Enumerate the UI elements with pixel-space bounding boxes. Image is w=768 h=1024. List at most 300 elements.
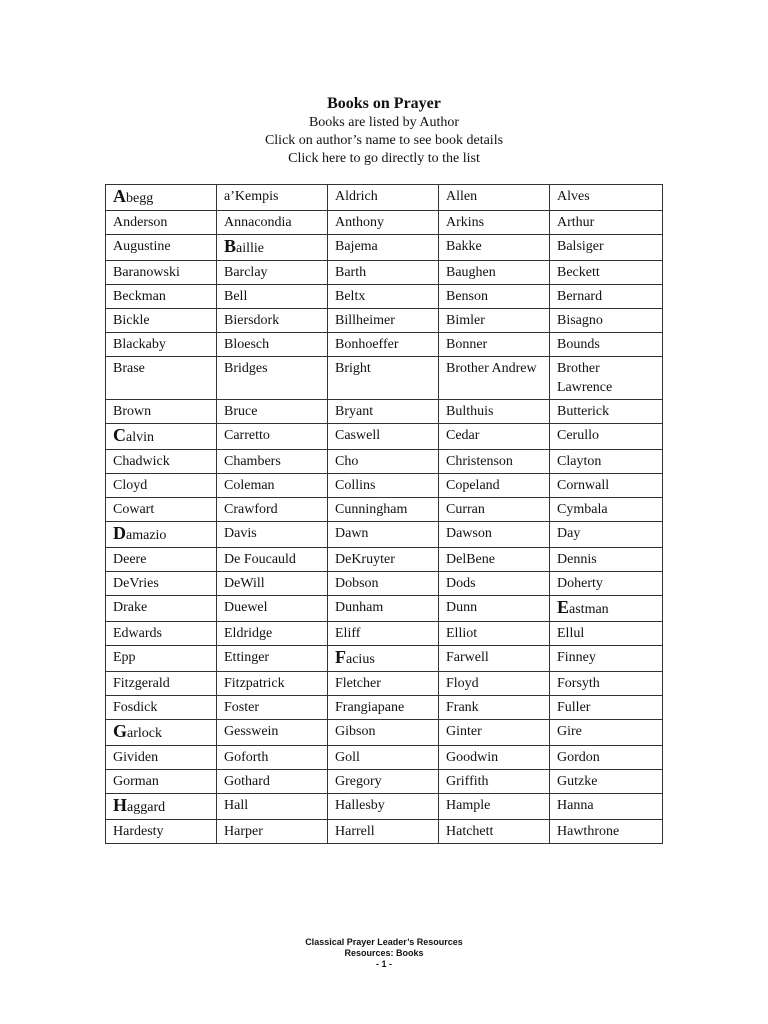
page-header	[0, 94, 768, 168]
author-link[interactable]: Anthony	[335, 215, 384, 230]
table-row	[106, 646, 663, 672]
author-cell	[106, 261, 217, 285]
author-cell	[328, 235, 439, 261]
author-link[interactable]: Bell	[224, 289, 248, 304]
author-cell	[550, 474, 663, 498]
author-link[interactable]: Aldrich	[335, 189, 378, 204]
author-table-body	[106, 185, 663, 844]
author-cell	[217, 720, 328, 746]
author-link[interactable]: Bernard	[557, 289, 603, 304]
author-cell	[439, 235, 550, 261]
author-cell	[328, 309, 439, 333]
author-cell	[106, 211, 217, 235]
author-link[interactable]: Brown	[113, 404, 152, 419]
page-footer	[0, 937, 768, 970]
author-link[interactable]: Goodwin	[446, 750, 499, 765]
author-link[interactable]: Bounds	[557, 337, 600, 352]
table-row	[106, 498, 663, 522]
author-link[interactable]: Bakke	[446, 239, 482, 254]
table-row	[106, 548, 663, 572]
author-link[interactable]: Bright	[335, 361, 371, 376]
author-link[interactable]: Dobson	[335, 576, 379, 591]
author-link[interactable]: Gordon	[557, 750, 600, 765]
author-link[interactable]: Dawson	[446, 526, 492, 541]
author-link[interactable]: Arthur	[557, 215, 595, 230]
author-link[interactable]: Foster	[224, 700, 259, 715]
author-link[interactable]: Gutzke	[557, 774, 598, 789]
author-cell	[328, 498, 439, 522]
author-link[interactable]: Farwell	[446, 650, 489, 665]
author-cell	[328, 696, 439, 720]
letter-initial: B	[224, 236, 237, 256]
author-link[interactable]: Bloesch	[224, 337, 270, 352]
author-cell	[550, 357, 663, 400]
author-link[interactable]	[113, 186, 154, 206]
author-link[interactable]: Curran	[446, 502, 485, 517]
author-link[interactable]: Cymbala	[557, 502, 608, 517]
author-cell	[439, 720, 550, 746]
author-cell	[328, 548, 439, 572]
author-link[interactable]: Carretto	[224, 428, 270, 443]
author-cell	[217, 646, 328, 672]
author-cell	[328, 211, 439, 235]
author-link[interactable]: Butterick	[557, 404, 610, 419]
author-link[interactable]: Gibson	[335, 724, 376, 739]
author-cell	[439, 450, 550, 474]
author-link[interactable]: Beckett	[557, 265, 600, 280]
table-row	[106, 474, 663, 498]
author-link[interactable]: De Foucauld	[224, 552, 296, 567]
author-cell	[439, 572, 550, 596]
author-cell	[106, 285, 217, 309]
author-cell	[550, 333, 663, 357]
footer-section: Resources: Books	[344, 948, 424, 958]
author-cell	[217, 235, 328, 261]
author-link[interactable]: Caswell	[335, 428, 381, 443]
author-link[interactable]: Hatchett	[446, 824, 494, 839]
author-name-rest: alvin	[126, 430, 154, 445]
author-cell	[217, 285, 328, 309]
author-name-rest: arlock	[127, 726, 162, 741]
letter-initial: H	[113, 795, 128, 815]
author-link[interactable]: Brother Lawrence	[557, 361, 613, 395]
author-link[interactable]: Bridges	[224, 361, 268, 376]
author-link[interactable]: Baranowski	[113, 265, 180, 280]
author-link[interactable]: Benson	[446, 289, 488, 304]
table-row	[106, 333, 663, 357]
author-cell	[550, 309, 663, 333]
author-link[interactable]: Hall	[224, 798, 249, 813]
author-cell	[328, 474, 439, 498]
author-cell	[217, 770, 328, 794]
author-link[interactable]: Ellul	[557, 626, 585, 641]
author-cell	[439, 424, 550, 450]
author-cell	[217, 309, 328, 333]
author-cell	[550, 622, 663, 646]
author-link[interactable]: Clayton	[557, 454, 602, 469]
author-link[interactable]: Fuller	[557, 700, 591, 715]
author-link[interactable]: DeKruyter	[335, 552, 395, 567]
author-cell	[106, 333, 217, 357]
author-link[interactable]: Bulthuis	[446, 404, 494, 419]
author-cell	[550, 548, 663, 572]
author-link[interactable]: Barclay	[224, 265, 268, 280]
author-cell	[217, 474, 328, 498]
author-link[interactable]	[113, 795, 166, 815]
author-link[interactable]: Dunham	[335, 600, 384, 615]
author-link[interactable]	[224, 236, 265, 256]
author-link[interactable]: Crawford	[224, 502, 278, 517]
author-link[interactable]: Epp	[113, 650, 136, 665]
author-cell	[328, 672, 439, 696]
author-cell	[550, 522, 663, 548]
author-link[interactable]: Frangiapane	[335, 700, 405, 715]
author-name-rest: acius	[346, 652, 375, 667]
author-cell	[217, 794, 328, 820]
letter-initial: G	[113, 721, 128, 741]
author-link[interactable]: Forsyth	[557, 676, 600, 691]
author-link[interactable]	[113, 523, 167, 543]
author-link[interactable]: Biersdork	[224, 313, 280, 328]
author-link[interactable]: Hample	[446, 798, 491, 813]
author-link[interactable]: Anderson	[113, 215, 168, 230]
author-cell	[106, 357, 217, 400]
author-cell	[550, 746, 663, 770]
author-cell	[439, 211, 550, 235]
author-cell	[217, 357, 328, 400]
author-cell	[550, 720, 663, 746]
author-link[interactable]: Dunn	[446, 600, 478, 615]
author-link[interactable]: Doherty	[557, 576, 603, 591]
table-row	[106, 450, 663, 474]
table-row	[106, 572, 663, 596]
page-number: - 1 -	[375, 959, 392, 969]
author-link[interactable]: Gividen	[113, 750, 159, 765]
author-cell	[217, 746, 328, 770]
author-cell	[328, 400, 439, 424]
author-cell	[550, 498, 663, 522]
author-link[interactable]: Beckman	[113, 289, 166, 304]
author-link[interactable]: Griffith	[446, 774, 489, 789]
author-link[interactable]: a’Kempis	[224, 189, 279, 204]
author-link[interactable]: Brase	[113, 361, 145, 376]
author-link[interactable]: Copeland	[446, 478, 500, 493]
author-link[interactable]: Gothard	[224, 774, 270, 789]
author-cell	[550, 672, 663, 696]
author-cell	[328, 450, 439, 474]
author-cell	[106, 770, 217, 794]
author-link[interactable]: Dennis	[557, 552, 597, 567]
author-link[interactable]: Fitzpatrick	[224, 676, 285, 691]
author-cell	[328, 820, 439, 844]
author-cell	[217, 820, 328, 844]
author-cell	[439, 285, 550, 309]
author-link[interactable]: Duewel	[224, 600, 268, 615]
author-cell	[217, 548, 328, 572]
author-link[interactable]: Hardesty	[113, 824, 164, 839]
author-link[interactable]: Chadwick	[113, 454, 170, 469]
author-link[interactable]: Cho	[335, 454, 359, 469]
footer-resource-title: Classical Prayer Leader’s Resources	[305, 937, 463, 947]
author-link[interactable]	[557, 597, 609, 617]
author-cell	[550, 211, 663, 235]
author-cell	[550, 261, 663, 285]
page-title: Books on Prayer	[327, 95, 441, 112]
author-link[interactable]: Cunningham	[335, 502, 408, 517]
author-link[interactable]	[335, 647, 375, 667]
author-cell	[217, 596, 328, 622]
author-link[interactable]: Gire	[557, 724, 582, 739]
author-link[interactable]: Harrell	[335, 824, 375, 839]
author-link[interactable]: Annacondia	[224, 215, 292, 230]
author-cell	[439, 522, 550, 548]
table-row	[106, 309, 663, 333]
author-cell	[217, 498, 328, 522]
author-cell	[550, 572, 663, 596]
author-cell	[106, 672, 217, 696]
author-link[interactable]: Ginter	[446, 724, 482, 739]
author-link[interactable]: DelBene	[446, 552, 495, 567]
author-cell	[328, 794, 439, 820]
letter-initial: C	[113, 425, 126, 445]
table-row	[106, 622, 663, 646]
instruction-click-author: Click on author’s name to see book details	[264, 133, 504, 148]
author-cell	[550, 596, 663, 622]
author-cell	[106, 498, 217, 522]
author-cell	[106, 474, 217, 498]
table-row	[106, 357, 663, 400]
author-link[interactable]: Collins	[335, 478, 376, 493]
author-link[interactable]: Allen	[446, 189, 478, 204]
author-cell	[328, 646, 439, 672]
author-name-rest: aggard	[127, 800, 166, 815]
author-link[interactable]: Coleman	[224, 478, 275, 493]
author-table	[105, 184, 663, 844]
author-cell	[106, 185, 217, 211]
author-cell	[217, 450, 328, 474]
author-link[interactable]: Bisagno	[557, 313, 603, 328]
author-link[interactable]: Fitzgerald	[113, 676, 170, 691]
author-cell	[106, 400, 217, 424]
author-cell	[550, 235, 663, 261]
author-link[interactable]: Dawn	[335, 526, 369, 541]
author-link[interactable]: Bonhoeffer	[335, 337, 399, 352]
author-cell	[106, 720, 217, 746]
table-row	[106, 720, 663, 746]
author-cell	[106, 820, 217, 844]
table-row	[106, 672, 663, 696]
author-link[interactable]: Bryant	[335, 404, 374, 419]
author-cell	[439, 357, 550, 400]
table-row	[106, 235, 663, 261]
author-cell	[439, 794, 550, 820]
author-link[interactable]: Bimler	[446, 313, 485, 328]
author-cell	[106, 746, 217, 770]
author-cell	[328, 596, 439, 622]
author-cell	[328, 424, 439, 450]
author-cell	[106, 309, 217, 333]
letter-initial: D	[113, 523, 126, 543]
author-link[interactable]: Cerullo	[557, 428, 599, 443]
author-cell	[439, 696, 550, 720]
table-row	[106, 261, 663, 285]
author-cell	[217, 522, 328, 548]
author-cell	[328, 285, 439, 309]
author-cell	[550, 185, 663, 211]
author-cell	[328, 333, 439, 357]
author-cell	[217, 400, 328, 424]
author-cell	[439, 548, 550, 572]
author-link[interactable]: Harper	[224, 824, 263, 839]
author-cell	[439, 820, 550, 844]
author-link[interactable]: Bonner	[446, 337, 488, 352]
author-name-rest: amazio	[126, 528, 167, 543]
author-link[interactable]: Bruce	[224, 404, 258, 419]
author-link[interactable]: Billheimer	[335, 313, 395, 328]
author-link[interactable]: Cowart	[113, 502, 155, 517]
author-cell	[328, 720, 439, 746]
author-link[interactable]: Alves	[557, 189, 590, 204]
author-cell	[217, 622, 328, 646]
author-link[interactable]: Gesswein	[224, 724, 279, 739]
author-cell	[328, 746, 439, 770]
table-row	[106, 424, 663, 450]
author-link[interactable]: Brother Andrew	[446, 361, 537, 376]
author-link[interactable]: Eldridge	[224, 626, 273, 641]
author-link[interactable]: Gorman	[113, 774, 159, 789]
author-cell	[106, 696, 217, 720]
author-cell	[439, 672, 550, 696]
author-cell	[550, 794, 663, 820]
author-link[interactable]: Frank	[446, 700, 479, 715]
author-link[interactable]: Hallesby	[335, 798, 385, 813]
author-link[interactable]: Bajema	[335, 239, 378, 254]
author-cell	[439, 400, 550, 424]
author-link[interactable]	[113, 425, 154, 445]
author-cell	[106, 522, 217, 548]
author-cell	[217, 333, 328, 357]
table-row	[106, 596, 663, 622]
author-cell	[439, 622, 550, 646]
author-name-rest: astman	[569, 602, 609, 617]
author-link[interactable]: Chambers	[224, 454, 281, 469]
author-cell	[439, 498, 550, 522]
author-link[interactable]: Cornwall	[557, 478, 610, 493]
author-cell	[106, 450, 217, 474]
author-link[interactable]: Deere	[113, 552, 147, 567]
author-cell	[439, 474, 550, 498]
table-row	[106, 696, 663, 720]
author-link[interactable]: Augustine	[113, 239, 171, 254]
author-cell	[439, 333, 550, 357]
author-link[interactable]: Drake	[113, 600, 148, 615]
author-cell	[550, 696, 663, 720]
author-link[interactable]: Balsiger	[557, 239, 604, 254]
author-link[interactable]: Barth	[335, 265, 367, 280]
author-cell	[550, 285, 663, 309]
author-cell	[106, 548, 217, 572]
author-cell	[328, 185, 439, 211]
author-link[interactable]: Cloyd	[113, 478, 148, 493]
letter-initial: A	[113, 186, 126, 206]
author-cell	[550, 450, 663, 474]
author-link[interactable]: Edwards	[113, 626, 162, 641]
author-link[interactable]: Goforth	[224, 750, 269, 765]
author-cell	[106, 794, 217, 820]
author-cell	[550, 400, 663, 424]
table-row	[106, 770, 663, 794]
go-to-list-link[interactable]: Click here to go directly to the list	[288, 151, 480, 166]
author-link[interactable]: Beltx	[335, 289, 366, 304]
author-cell	[439, 185, 550, 211]
author-cell	[217, 211, 328, 235]
author-link[interactable]: Fosdick	[113, 700, 158, 715]
author-cell	[217, 424, 328, 450]
author-cell	[550, 646, 663, 672]
author-link[interactable]: Arkins	[446, 215, 485, 230]
author-cell	[550, 770, 663, 794]
author-link[interactable]: DeWill	[224, 576, 265, 591]
author-cell	[106, 424, 217, 450]
author-link[interactable]: Davis	[224, 526, 257, 541]
author-link[interactable]: Ettinger	[224, 650, 270, 665]
subtitle-listed-by-author: Books are listed by Author	[308, 115, 460, 130]
author-cell	[106, 572, 217, 596]
author-link[interactable]: Baughen	[446, 265, 496, 280]
author-cell	[328, 622, 439, 646]
table-row	[106, 820, 663, 844]
author-link[interactable]: Eliff	[335, 626, 361, 641]
author-cell	[439, 770, 550, 794]
author-cell	[328, 357, 439, 400]
author-link[interactable]: Hawthrone	[557, 824, 620, 839]
author-link[interactable]: Elliot	[446, 626, 478, 641]
author-cell	[439, 261, 550, 285]
author-cell	[328, 572, 439, 596]
table-row	[106, 746, 663, 770]
table-row	[106, 522, 663, 548]
author-cell	[550, 424, 663, 450]
author-link[interactable]: Fletcher	[335, 676, 381, 691]
author-link[interactable]: Floyd	[446, 676, 479, 691]
author-link[interactable]	[113, 721, 162, 741]
table-row	[106, 794, 663, 820]
author-cell	[106, 235, 217, 261]
author-cell	[217, 185, 328, 211]
author-cell	[328, 522, 439, 548]
author-link[interactable]: Gregory	[335, 774, 382, 789]
author-cell	[217, 261, 328, 285]
author-link[interactable]: DeVries	[113, 576, 159, 591]
author-link[interactable]: Day	[557, 526, 581, 541]
author-cell	[328, 261, 439, 285]
table-row	[106, 185, 663, 211]
author-link[interactable]: Goll	[335, 750, 360, 765]
author-cell	[106, 622, 217, 646]
author-name-rest: aillie	[236, 241, 265, 256]
author-link[interactable]: Cedar	[446, 428, 480, 443]
author-cell	[550, 820, 663, 844]
author-link[interactable]: Finney	[557, 650, 596, 665]
author-cell	[217, 696, 328, 720]
author-link[interactable]: Christenson	[446, 454, 513, 469]
author-link[interactable]: Blackaby	[113, 337, 166, 352]
author-cell	[439, 646, 550, 672]
author-link[interactable]: Hanna	[557, 798, 594, 813]
author-link[interactable]: Bickle	[113, 313, 150, 328]
author-link[interactable]: Dods	[446, 576, 476, 591]
letter-initial: F	[335, 647, 346, 667]
